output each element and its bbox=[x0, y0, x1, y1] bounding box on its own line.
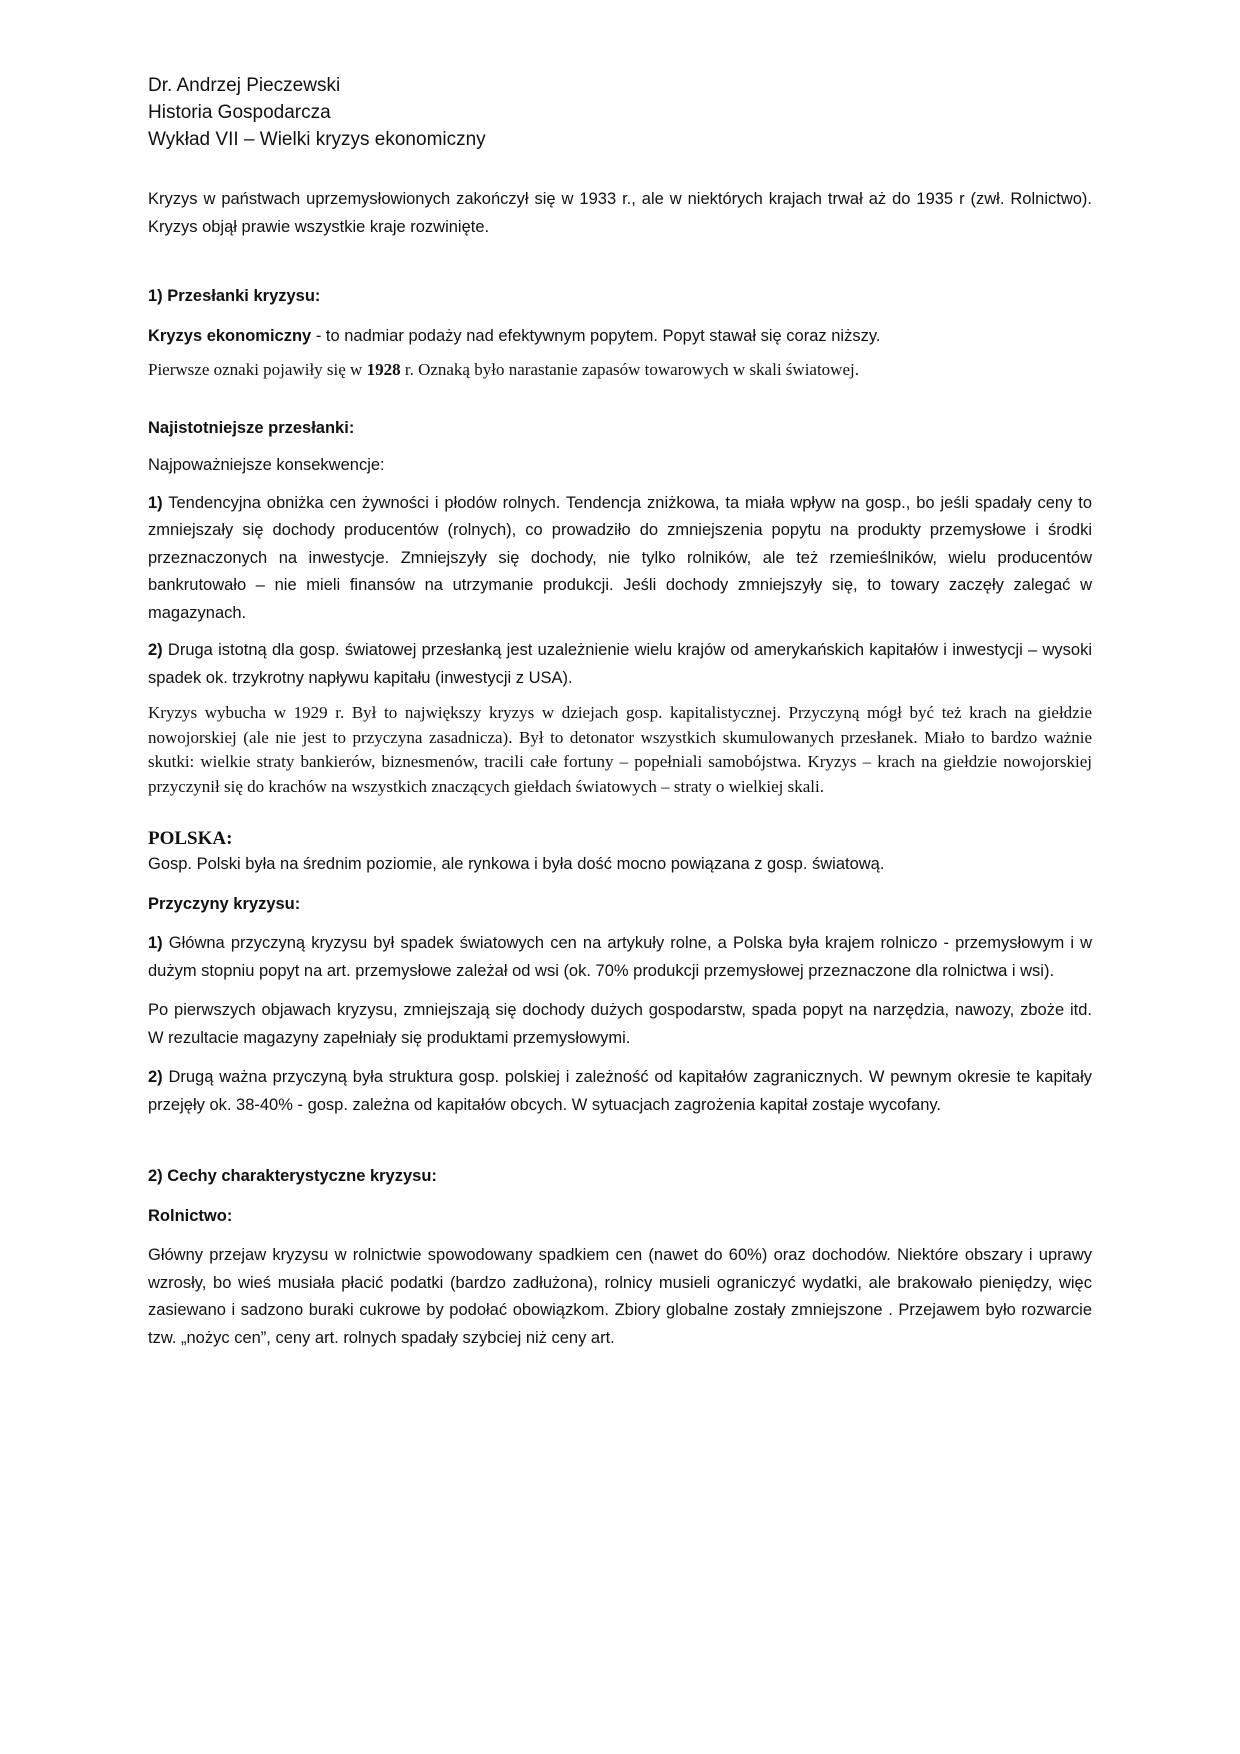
first-signs-text-b: r. Oznaką było narastanie zapasów towarowych w skali światowej. bbox=[400, 360, 859, 379]
polska-intro: Gosp. Polski była na średnim poziomie, ale rynkowa i była dość mocno powiązana z gosp. światową. bbox=[148, 855, 885, 873]
polska-heading: POLSKA: bbox=[148, 828, 233, 849]
agriculture-heading: Rolnictwo: bbox=[148, 1206, 233, 1225]
point2-paragraph bbox=[148, 637, 1092, 692]
point1-paragraph bbox=[148, 490, 1092, 628]
cause1-number: 1) bbox=[148, 934, 163, 952]
section1-heading: 1) Przesłanki kryzysu: bbox=[148, 287, 321, 305]
key-premises-heading: Najistotniejsze przesłanki: bbox=[148, 418, 355, 437]
after-symptoms-paragraph: Po pierwszych objawach kryzysu, zmniejszają się dochody dużych gospodarstw, spada popyt na narzędzia, nawozy, zboże itd. W rezultacie magazyny zapełniały się produktami przemysłowymi. bbox=[148, 1001, 1092, 1047]
first-signs-year: 1928 bbox=[366, 360, 401, 379]
author-name: Dr. Andrzej Pieczewski bbox=[148, 75, 341, 96]
point2-number: 2) bbox=[148, 641, 163, 659]
cause1-text: Główna przyczyną kryzysu był spadek światowych cen na artykuły rolne, a Polska była krajem rolniczo - przemysłowym i w dużym stopniu popyt na art. przemysłowe zależał od wsi (ok. 70% produkcji przemysłowej przeznaczone dla rolnictwa i wsi). bbox=[148, 934, 1092, 980]
point1-number: 1) bbox=[148, 493, 163, 512]
definition-text: - to nadmiar podaży nad efektywnym popytem. Popyt stawał się coraz niższy. bbox=[311, 326, 881, 345]
document-content bbox=[148, 72, 1092, 1352]
agriculture-paragraph: Główny przejaw kryzysu w rolnictwie spowodowany spadkiem cen (nawet do 60%) oraz dochodów. Niektóre obszary i uprawy wzrosły, bo wieś musiała płacić podatki (bardzo zadłużona), rolnicy musieli ograniczyć wydatki, ale brakowało pieniędzy, więc zasiewano i sadzono buraki cukrowe by podołać obowiązkom. Zbiory globalne zostały zmniejszone . Przejawem było rozwarcie tzw. „nożyc cen”, ceny art. rolnych spadały szybciej niż ceny art. bbox=[148, 1246, 1092, 1347]
section2-heading: 2) Cechy charakterystyczne kryzysu: bbox=[148, 1167, 437, 1185]
lecture-title: Wykład VII – Wielki kryzys ekonomiczny bbox=[148, 129, 486, 150]
first-signs-text-a: Pierwsze oznaki pojawiły się w bbox=[148, 360, 367, 379]
point2-text: Druga istotną dla gosp. światowej przesłanką jest uzależnienie wielu krajów od amerykańskich kapitałów i inwestycji – wysoki spadek ok. trzykrotny napływu kapitału (inwestycji z USA). bbox=[148, 641, 1092, 687]
point1-text: Tendencyjna obniżka cen żywności i płodów rolnych. Tendencja zniżkowa, ta miała wpływ na gosp., bo jeśli spadały ceny to zmniejszały się dochody producentów (rolnych), co prowadziło do zmniejszenia popytu na produkty przemysłowe i środki przeznaczonych na inwestycje. Zmniejszyły się dochody, nie tylko rolników, ale też rzemieślników, wielu producentów bankrutowało – nie mieli finansów na utrzymanie produkcji. Jeśli dochody zmniejszyły się, to towary zaczęły zalegać w magazynach. bbox=[148, 493, 1092, 622]
cause1-paragraph bbox=[148, 930, 1092, 985]
definition-term: Kryzys ekonomiczny bbox=[148, 326, 312, 345]
cause2-paragraph bbox=[148, 1064, 1092, 1119]
cause2-text: Drugą ważna przyczyną była struktura gosp. polskiej i zależność od kapitałów zagranicznych. W pewnym okresie te kapitały przejęły ok. 38-40% - gosp. zależna od kapitałów obcych. W sytuacjach zagrożenia kapitał zostaje wycofany. bbox=[148, 1068, 1092, 1114]
course-title: Historia Gospodarcza bbox=[148, 102, 331, 123]
cause2-number: 2) bbox=[148, 1068, 163, 1086]
intro-paragraph: Kryzys w państwach uprzemysłowionych zakończył się w 1933 r., ale w niektórych krajach trwał aż do 1935 r (zwł. Rolnictwo). Kryzys objął prawie wszystkie kraje rozwinięte. bbox=[148, 190, 1092, 236]
consequences-heading: Najpoważniejsze konsekwencje: bbox=[148, 456, 385, 474]
definition-paragraph bbox=[148, 323, 1092, 351]
first-signs-paragraph bbox=[148, 358, 1092, 383]
crash-paragraph: Kryzys wybucha w 1929 r. Był to największy kryzys w dziejach gosp. kapitalistycznej. Przyczyną mógł być też krach na giełdzie nowojorskiej (ale nie jest to przyczyna zasadnicza). Był to detonator wszystkich skumulowanych przesłanek. Miało to bardzo ważnie skutki: wielkie straty bankierów, biznesmenów, tracili całe fortuny – popełniali samobójstwa. Kryzys – krach na giełdzie nowojorskiej przyczynił się do krachów na wszystkich znaczących giełdach światowych – straty o wielkiej skali. bbox=[148, 703, 1092, 796]
causes-heading: Przyczyny kryzysu: bbox=[148, 894, 301, 913]
